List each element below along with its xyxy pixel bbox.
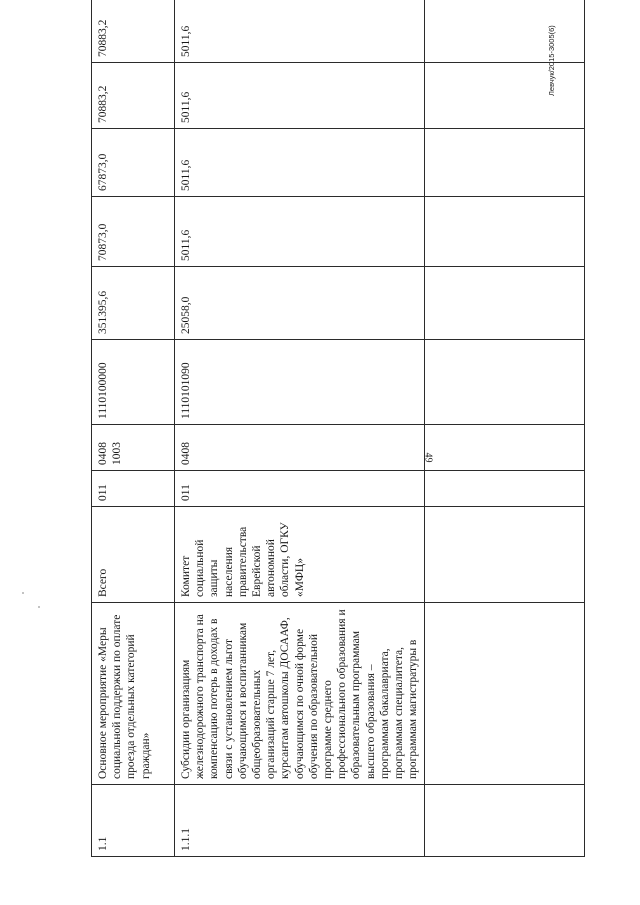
row-index: 1.1.1 [175, 785, 425, 857]
value-year: 67873,0 [92, 129, 175, 197]
row-rzpr [422, 425, 585, 471]
row-name [425, 603, 585, 785]
value-year: 5011,6 [175, 129, 425, 197]
scan-speck [38, 606, 40, 608]
scan-speck [22, 592, 24, 594]
page-number: 49 [422, 452, 434, 463]
value-total [425, 267, 585, 340]
table-row [175, 0, 425, 857]
row-rzpr: 0408 [175, 425, 425, 471]
row-executor: Комитет социальной защиты населения правительства Еврейской автономной области, ОГКУ «МФЦ» [175, 507, 425, 603]
value-year [425, 0, 585, 63]
budget-table [91, 19, 585, 857]
row-csr: 1110100000 [92, 340, 175, 425]
row-name: Основное мероприятие «Меры социальной поддержки по оплате проезда отдельных категорий граждан» [92, 603, 175, 785]
value-year [425, 63, 585, 129]
document-code: Левчук/2015-3005(6) [547, 25, 556, 96]
row-rzpr: 0408 1003 [92, 425, 175, 471]
row-grbs: 011 [92, 471, 175, 507]
value-year: 5011,6 [175, 197, 425, 267]
row-csr: 1110101090 [175, 340, 425, 425]
value-year: 70883,2 [92, 0, 175, 63]
row-csr [425, 340, 585, 425]
value-year: 70883,2 [92, 63, 175, 129]
row-index: 1.1 [92, 785, 175, 857]
value-total: 25058,0 [175, 267, 425, 340]
row-grbs: 011 [175, 471, 425, 507]
row-executor: Всего [92, 507, 175, 603]
value-year: 5011,6 [175, 0, 425, 63]
value-year [425, 129, 585, 197]
value-year [425, 197, 585, 267]
row-name: Субсидии организациям железнодорожного транспорта на компенсацию потерь в доходах в связи с установлением льгот обучающимся и воспитанникам общеобразовательных организаций старше 7 лет, курсантам автошколы ДОСААФ, обучающимся по очной форме обучения по образовательной программе среднего профессионального образования и образовательным программам высшего образования – программам бакалавриата, программам специалитета, программам магистратуры в [175, 603, 425, 785]
value-total: 351395,6 [92, 267, 175, 340]
table-row [92, 0, 175, 857]
row-grbs [425, 471, 585, 507]
value-year: 70873,0 [92, 197, 175, 267]
row-executor [425, 507, 585, 603]
table-row [425, 0, 585, 857]
row-index [425, 785, 585, 857]
value-year: 5011,6 [175, 63, 425, 129]
